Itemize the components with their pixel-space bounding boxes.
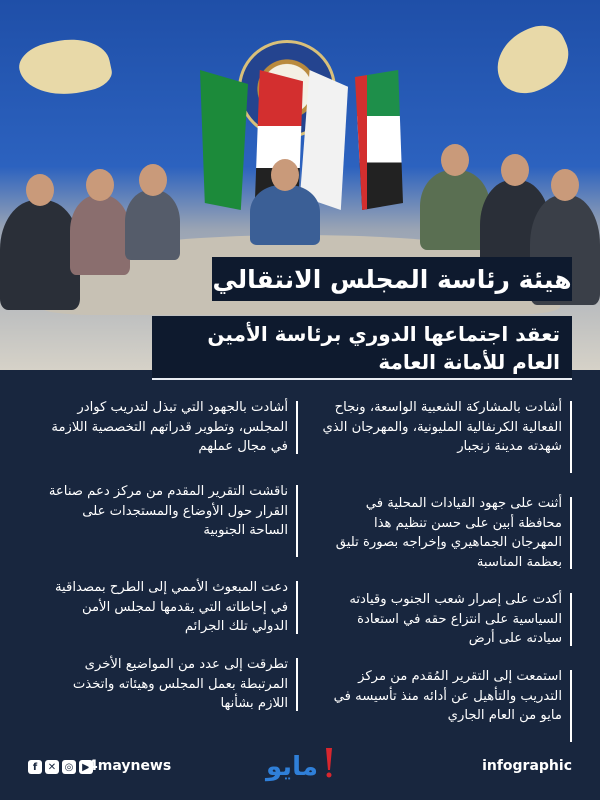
social-handle[interactable]: 4maynews — [88, 758, 172, 774]
point-item: استمعت إلى التقرير المُقدم من مركز التدريب والتأهيل عن أدائه منذ تأسيسه في مايو من العام الجاري — [322, 667, 572, 745]
infographic-label: infographic — [482, 758, 572, 774]
point-item: ناقشت التقرير المقدم من مركز دعم صناعة القرار حول الأوضاع والمستجدات على الساحة الجنوبية — [48, 482, 298, 560]
attendee-figure — [125, 190, 180, 260]
point-item: أثنت على جهود القيادات المحلية في محافظة أبين على حسن تنظيم هذا المهرجان الجماهيري وإخراجه بصورة تليق بعظمة المناسبة — [322, 494, 572, 572]
chairman-figure — [250, 185, 320, 245]
point-item: أكدت على إصرار شعب الجنوب وقيادته السياسية على انتزاع حقه في استعادة سيادته على أرض — [322, 590, 572, 649]
social-links — [28, 760, 93, 774]
point-item: دعت المبعوث الأممي إلى الطرح بمصداقية في إحاطاته التي يقدمها لمجلس الأمن الدولي تلك الجرائم — [48, 578, 298, 637]
point-item: تطرقت إلى عدد من المواضيع الأخرى المرتبطة بعمل المجلس وهيئاته واتخذت اللازم بشأنها — [48, 655, 298, 714]
brand-logo[interactable] — [262, 746, 346, 786]
uae-flag — [355, 70, 403, 210]
headline-box — [212, 257, 572, 301]
footer — [0, 740, 600, 800]
green-flag — [200, 70, 248, 210]
youtube-icon[interactable]: ▶ — [79, 760, 93, 774]
attendee-figure — [70, 195, 130, 275]
point-item: أشادت بالجهود التي تبذل لتدريب كوادر المجلس، وتطوير قدراتهم التخصصية اللازمة في مجال عملهم — [48, 398, 298, 457]
attendee-figure — [0, 200, 80, 310]
meeting-photo — [0, 0, 600, 370]
page-title: هيئة رئاسة المجلس الانتقالي — [212, 264, 572, 294]
page-subtitle: تعقد اجتماعها الدوري برئاسة الأمين العام للأمانة العامة — [152, 316, 572, 380]
logo-mark-icon — [320, 748, 338, 778]
logo-text: مايو — [266, 752, 318, 782]
facebook-icon[interactable]: f — [28, 760, 42, 774]
wall-map-left — [15, 31, 114, 104]
twitter-icon[interactable]: ✕ — [45, 760, 59, 774]
points-column-left — [48, 398, 298, 732]
point-item: أشادت بالمشاركة الشعبية الواسعة، ونجاح الفعالية الكرنفالية المليونية، والمهرجان الذي شهدته مدينة زنجبار — [322, 398, 572, 476]
points-column-right — [322, 398, 572, 763]
instagram-icon[interactable]: ◎ — [62, 760, 76, 774]
wall-map-right — [486, 17, 579, 103]
